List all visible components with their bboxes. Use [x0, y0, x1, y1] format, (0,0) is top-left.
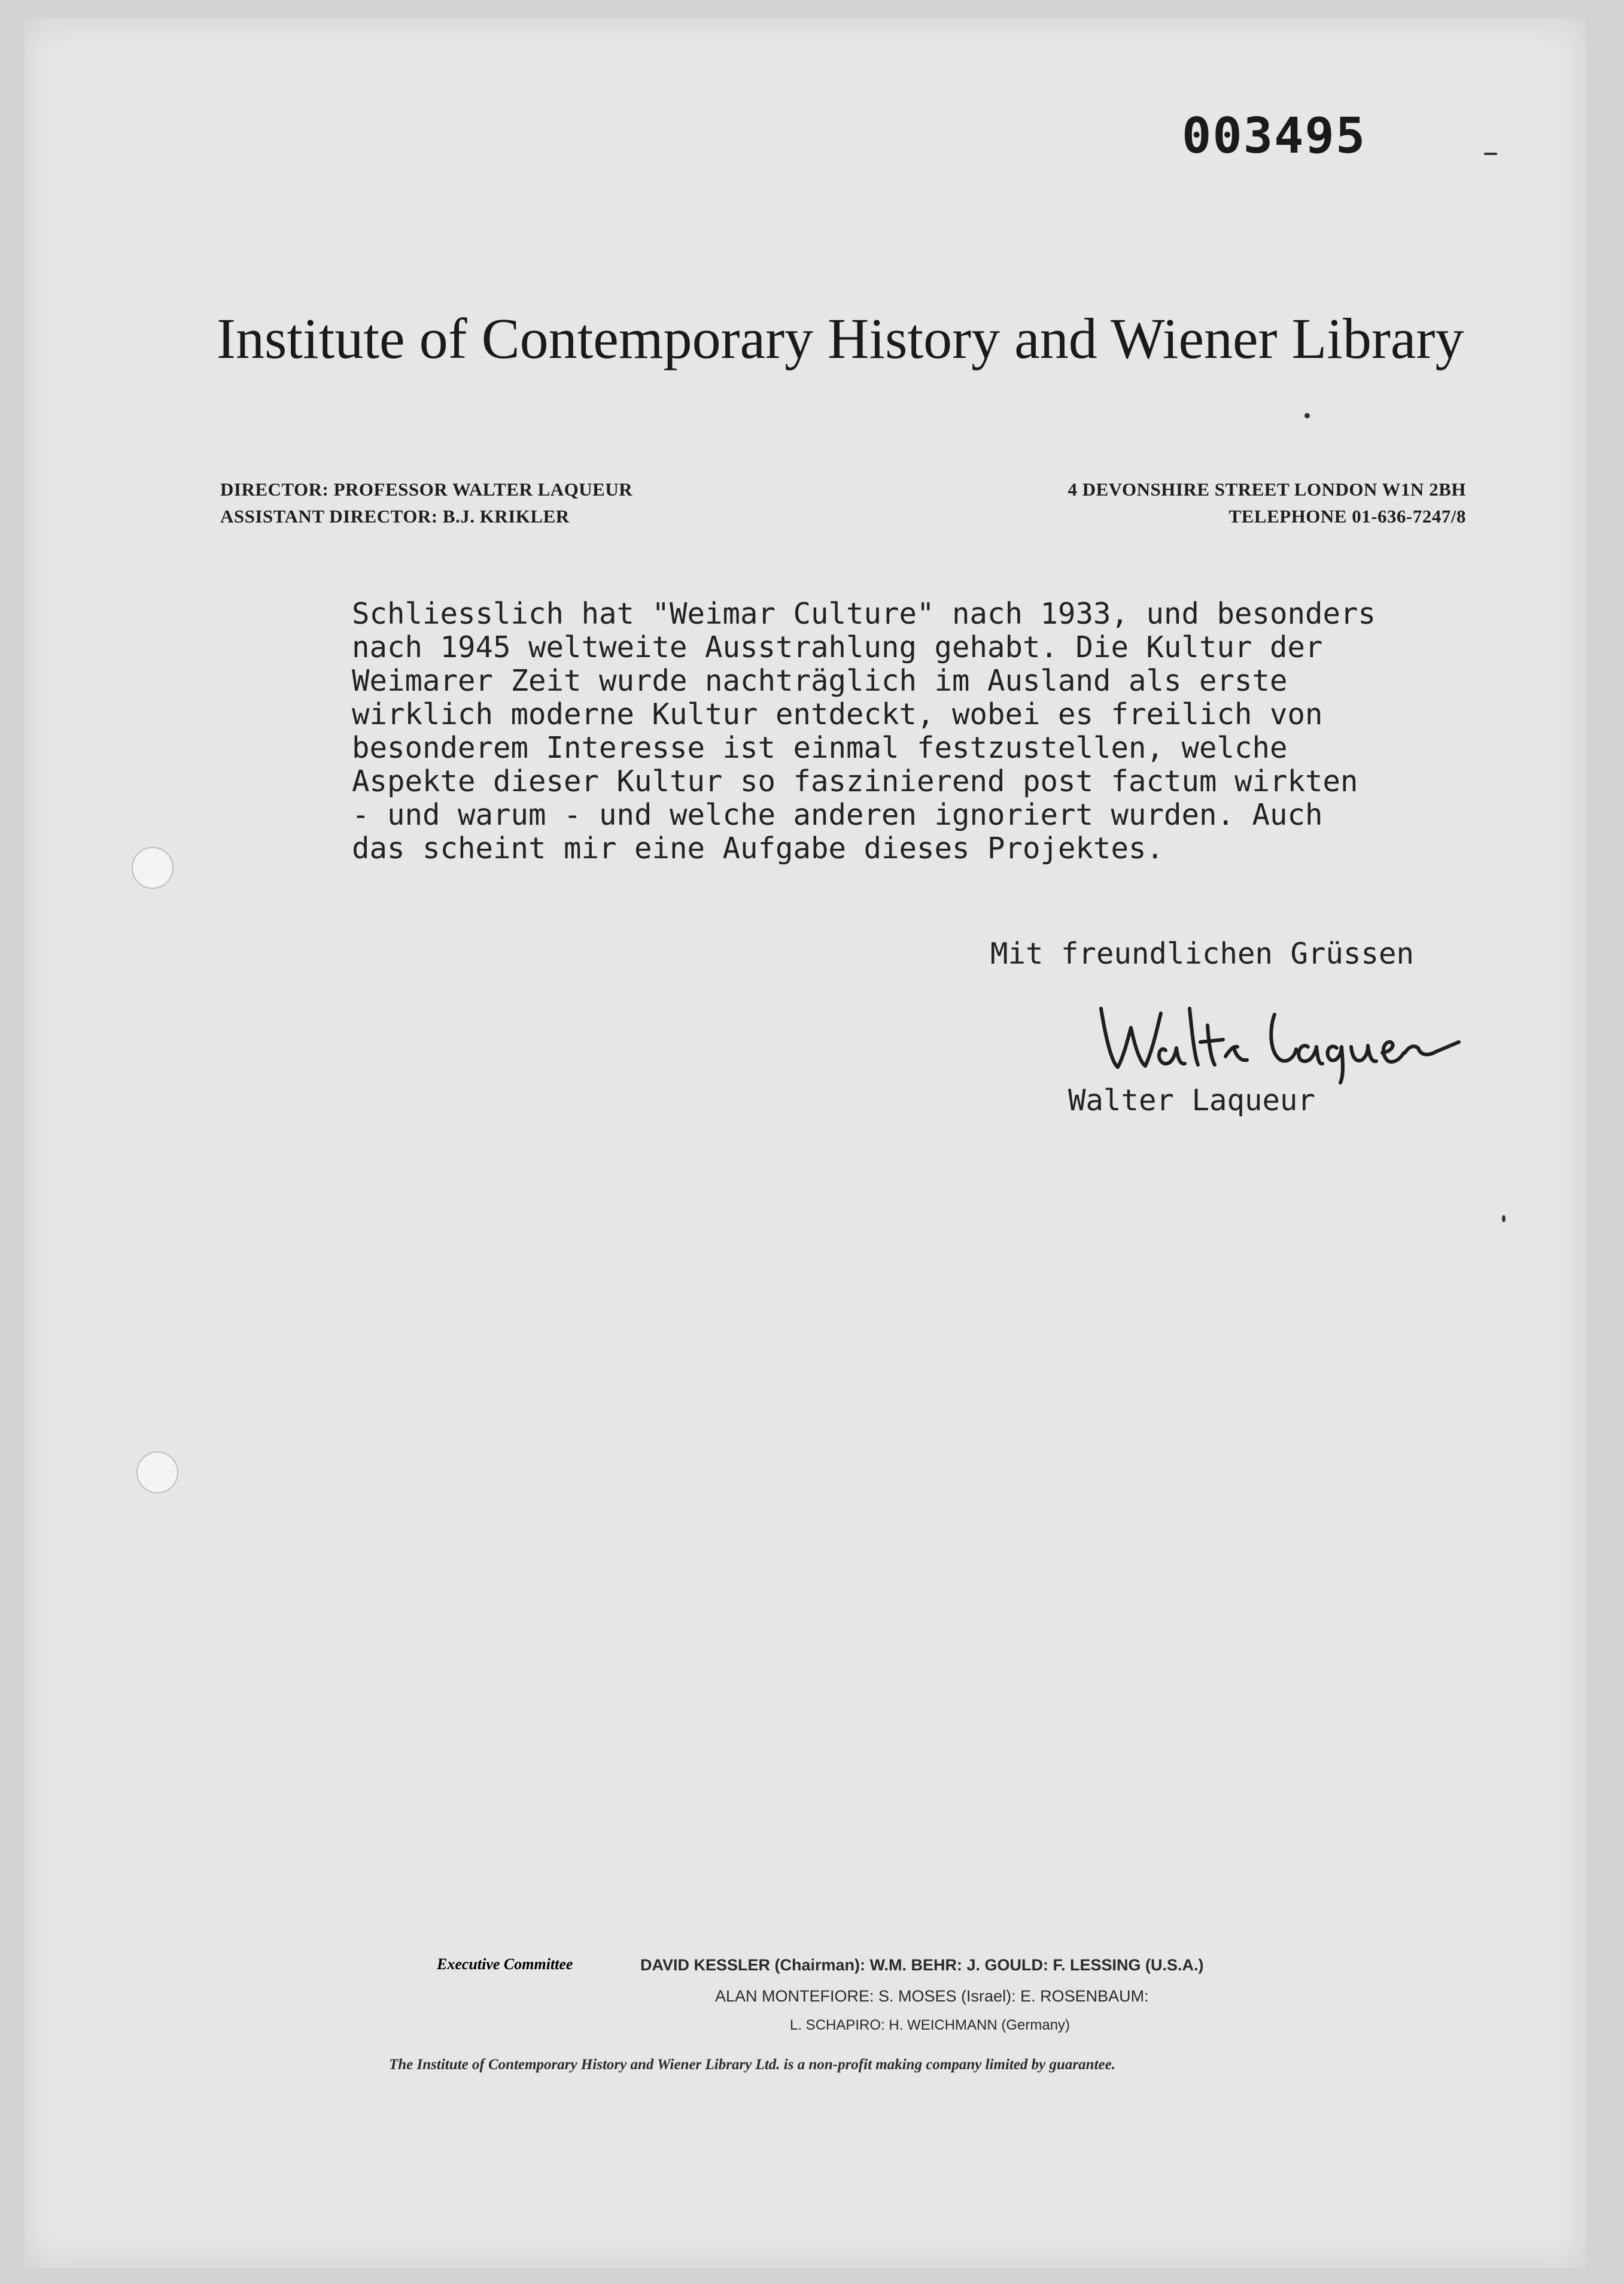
company-note: The Institute of Contemporary History and Wiener Library Ltd. is a non-profit making company limited by guarantee. [389, 2057, 1115, 2073]
body-line: Schliesslich hat "Weimar Culture" nach 1933, und besonders [352, 597, 1376, 631]
body-line: das scheint mir eine Aufgabe dieses Projektes. [352, 831, 1164, 865]
letter-sheet [24, 18, 1586, 2268]
handwritten-signature [1095, 985, 1466, 1086]
signer-name: Walter Laqueur [1068, 1083, 1316, 1117]
executive-committee-label: Executive Committee [437, 1955, 573, 1973]
committee-members-line-3: L. SCHAPIRO: H. WEICHMANN (Germany) [790, 2017, 1070, 2033]
telephone-line: TELEPHONE 01-636-7247/8 [1228, 506, 1466, 527]
punch-hole [132, 847, 174, 889]
letterhead-title: Institute of Contemporary History and Wiener Library [217, 306, 1464, 370]
assistant-director-line: ASSISTANT DIRECTOR: B.J. KRIKLER [220, 506, 570, 527]
body-line: - und warum - und welche anderen ignoriert wurden. Auch [352, 798, 1323, 832]
body-line: Weimarer Zeit wurde nachträglich im Ausland als erste [352, 664, 1288, 698]
closing-salutation: Mit freundlichen Grüssen [990, 937, 1415, 971]
body-line: wirklich moderne Kultur entdeckt, wobei es freilich von [352, 697, 1323, 731]
body-line: besonderem Interesse ist einmal festzustellen, welche [352, 731, 1288, 765]
punch-hole [136, 1451, 178, 1493]
body-line: Aspekte dieser Kultur so faszinierend post factum wirkten [352, 764, 1358, 798]
letter-body [352, 597, 1489, 865]
document-number: 003495 [1182, 108, 1367, 165]
committee-members-line-1: DAVID KESSLER (Chairman): W.M. BEHR: J. GOULD: F. LESSING (U.S.A.) [640, 1956, 1204, 1974]
address-line: 4 DEVONSHIRE STREET LONDON W1N 2BH [1068, 479, 1466, 500]
committee-members-line-2: ALAN MONTEFIORE: S. MOSES (Israel): E. ROSENBAUM: [715, 1987, 1149, 2005]
speck-mark [1502, 1215, 1506, 1222]
speck-mark [1484, 153, 1497, 155]
speck-mark [1304, 413, 1310, 418]
director-line: DIRECTOR: PROFESSOR WALTER LAQUEUR [220, 479, 633, 500]
body-line: nach 1945 weltweite Ausstrahlung gehabt. Die Kultur der [352, 630, 1323, 664]
